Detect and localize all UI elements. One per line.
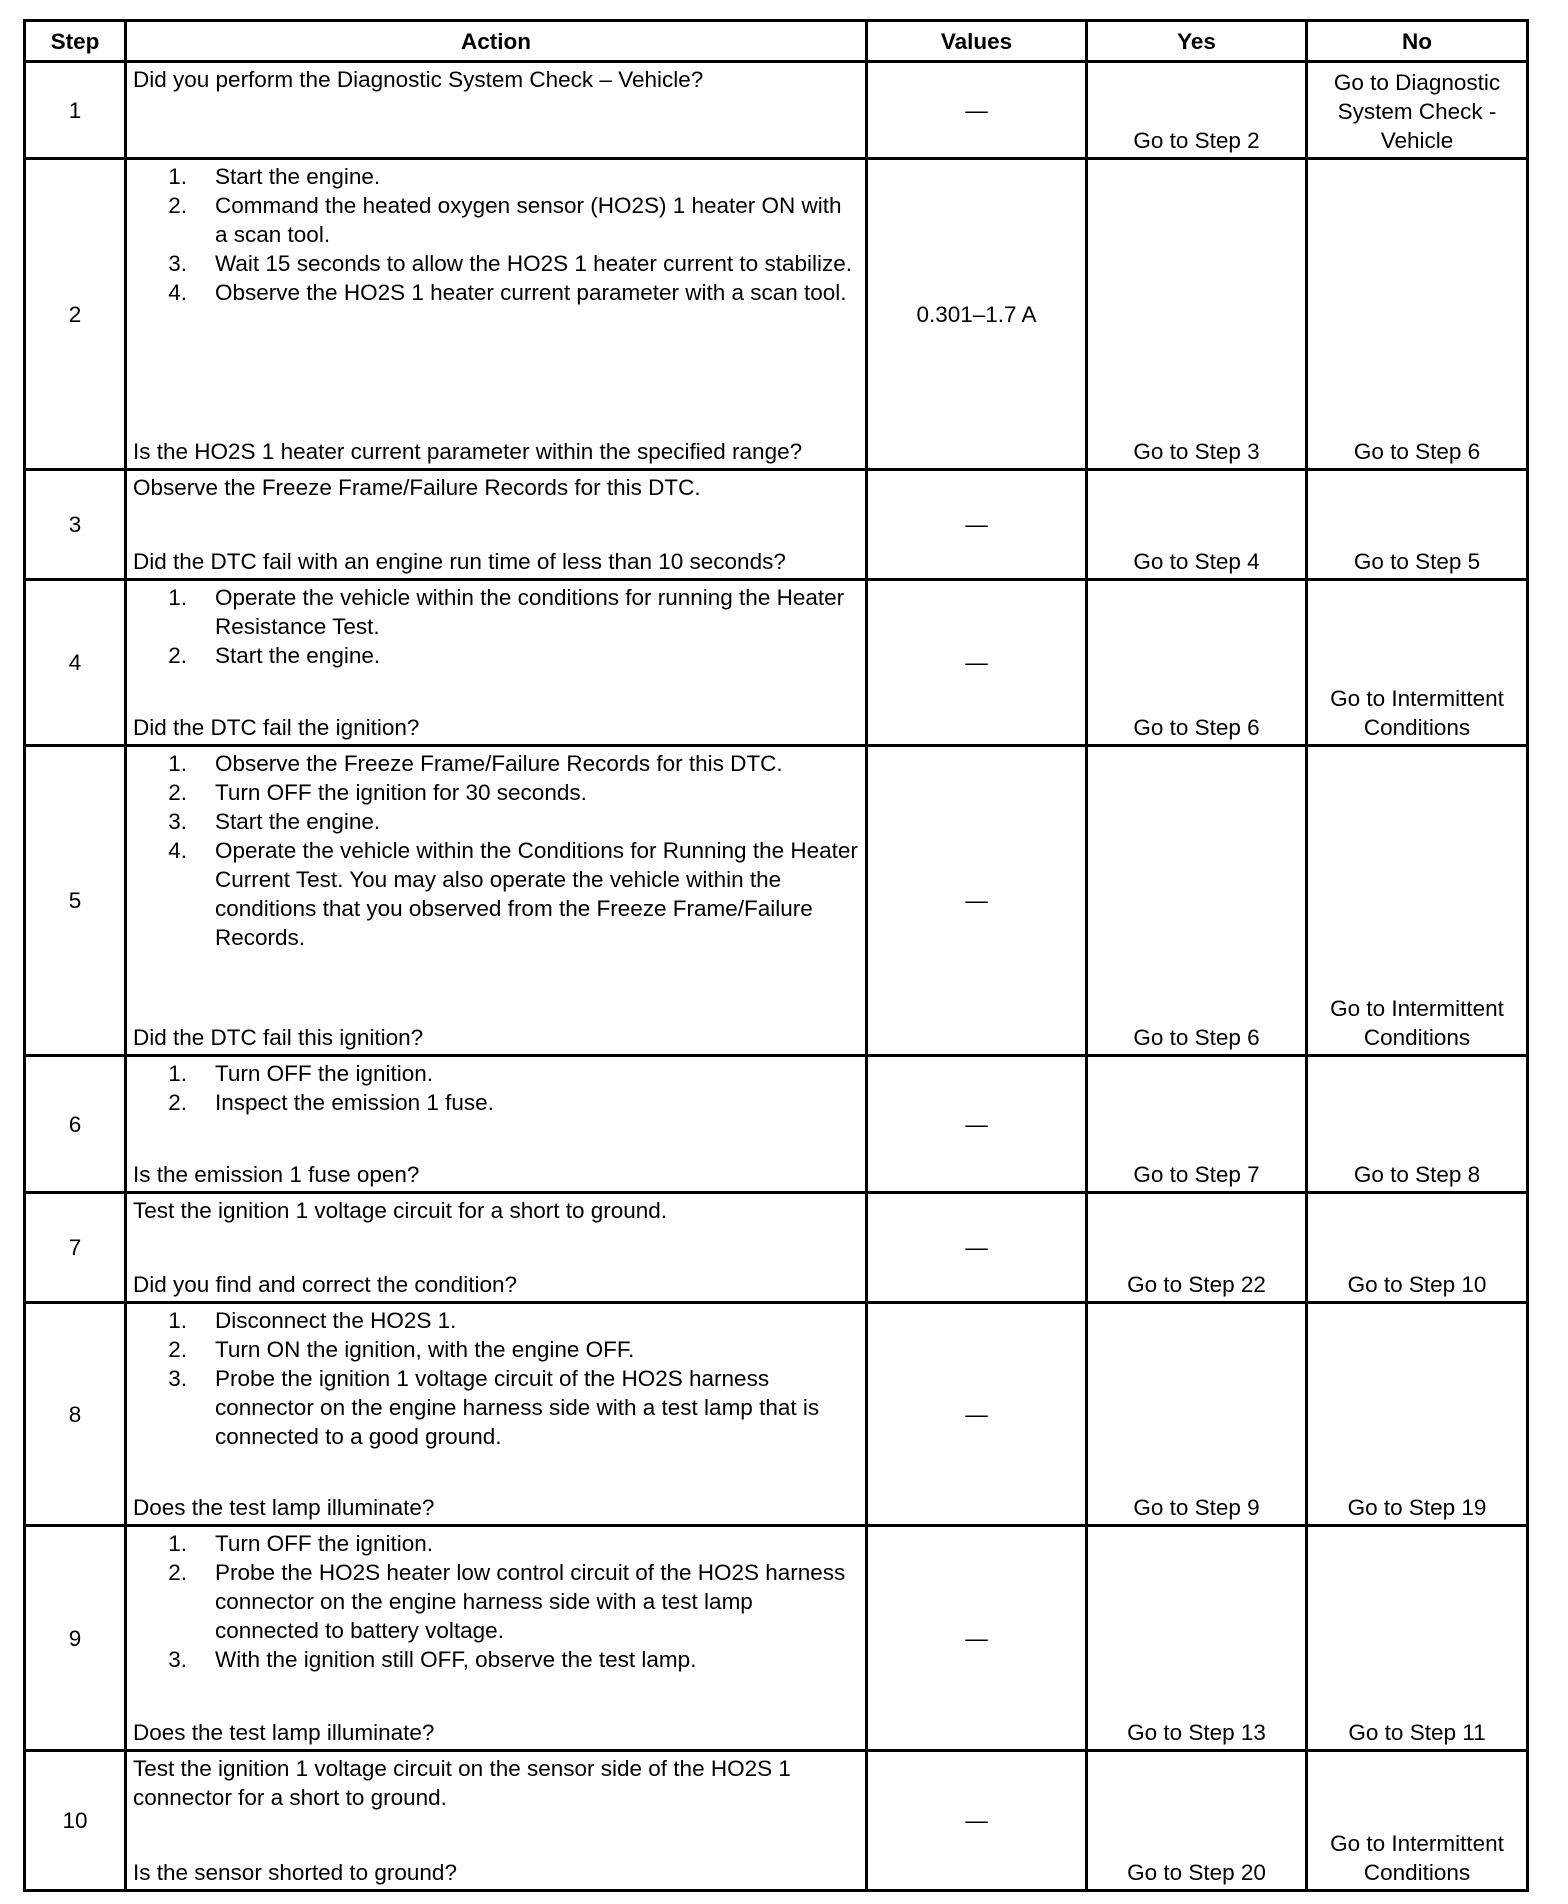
table-row [25, 159, 1528, 470]
table-row [25, 580, 1528, 746]
action-question: Did the DTC fail this ignition? [133, 1025, 424, 1050]
action-step-item: 3. Start the engine. [168, 809, 381, 834]
table-row [25, 1751, 1528, 1891]
step-number: 10 [25, 1751, 126, 1891]
header-values: Values [867, 21, 1087, 62]
yes-cell: Go to Step 3 [1087, 159, 1307, 470]
action-step-item: 2. Turn OFF the ignition for 30 seconds. [168, 780, 587, 805]
no-cell: Go to Step 8 [1307, 1056, 1528, 1193]
table-row [25, 1193, 1528, 1303]
action-question: Did the DTC fail with an engine run time of less than 10 seconds? [133, 549, 786, 574]
header-row [25, 21, 1528, 62]
action-step-item: 1. Operate the vehicle within the conditions for running the Heater Resistance Test. [168, 585, 845, 639]
action-question: Does the test lamp illuminate? [133, 1495, 435, 1520]
yes-cell: Go to Step 2 [1087, 62, 1307, 159]
action-list [133, 749, 859, 952]
action-question: Did you find and correct the condition? [133, 1272, 517, 1297]
table-row [25, 1526, 1528, 1751]
action-step-item: 3. Probe the ignition 1 voltage circuit of the HO2S harness connector on the engine harness side with a test lamp that is connected to a good ground. [168, 1366, 820, 1449]
value-cell: — [867, 1303, 1087, 1526]
yes-cell: Go to Step 6 [1087, 580, 1307, 746]
yes-cell: Go to Step 22 [1087, 1193, 1307, 1303]
header-action: Action [126, 21, 867, 62]
step-number: 3 [25, 470, 126, 580]
no-cell: Go to Intermittent Conditions [1307, 746, 1528, 1056]
action-step-item: 1. Disconnect the HO2S 1. [168, 1308, 457, 1333]
diagnostic-table [23, 19, 1529, 1892]
table-row [25, 470, 1528, 580]
value-cell: — [867, 1056, 1087, 1193]
action-step-item: 3. Wait 15 seconds to allow the HO2S 1 heater current to stabilize. [168, 251, 852, 276]
action-cell [126, 1303, 867, 1526]
action-step-item: 4. Operate the vehicle within the Conditions for Running the Heater Current Test. You may also operate the vehicle within the conditions that you observed from the Freeze Frame/Failure Records. [168, 838, 858, 950]
action-text: Test the ignition 1 voltage circuit on the sensor side of the HO2S 1 connector for a short to ground. [133, 1756, 791, 1810]
action-cell [126, 62, 867, 159]
action-list [133, 1059, 859, 1117]
step-number: 5 [25, 746, 126, 1056]
action-step-item: 1. Turn OFF the ignition. [168, 1061, 434, 1086]
action-question: Does the test lamp illuminate? [133, 1720, 435, 1745]
yes-cell: Go to Step 9 [1087, 1303, 1307, 1526]
table-row [25, 746, 1528, 1056]
header-no: No [1307, 21, 1528, 62]
action-text: Did you perform the Diagnostic System Check – Vehicle? [133, 67, 704, 92]
action-step-item: 2. Probe the HO2S heater low control circuit of the HO2S harness connector on the engine harness side with a test lamp connected to battery voltage. [168, 1560, 846, 1643]
value-cell: — [867, 580, 1087, 746]
action-cell [126, 159, 867, 470]
action-step-item: 4. Observe the HO2S 1 heater current parameter with a scan tool. [168, 280, 847, 305]
action-step-item: 1. Observe the Freeze Frame/Failure Records for this DTC. [168, 751, 783, 776]
step-number: 2 [25, 159, 126, 470]
step-number: 9 [25, 1526, 126, 1751]
table-row [25, 1303, 1528, 1526]
yes-cell: Go to Step 6 [1087, 746, 1307, 1056]
no-cell: Go to Step 19 [1307, 1303, 1528, 1526]
header-yes: Yes [1087, 21, 1307, 62]
step-number: 4 [25, 580, 126, 746]
value-cell: — [867, 1751, 1087, 1891]
value-cell: — [867, 746, 1087, 1056]
no-cell: Go to Diagnostic System Check - Vehicle [1307, 62, 1528, 159]
step-number: 1 [25, 62, 126, 159]
value-cell: — [867, 1526, 1087, 1751]
action-list [133, 583, 859, 670]
yes-cell: Go to Step 13 [1087, 1526, 1307, 1751]
table-row [25, 1056, 1528, 1193]
no-cell: Go to Step 6 [1307, 159, 1528, 470]
action-cell [126, 470, 867, 580]
action-cell [126, 1526, 867, 1751]
action-step-item: 3. With the ignition still OFF, observe the test lamp. [168, 1647, 697, 1672]
action-question: Is the HO2S 1 heater current parameter within the specified range? [133, 439, 803, 464]
action-cell [126, 746, 867, 1056]
action-step-item: 2. Command the heated oxygen sensor (HO2S) 1 heater ON with a scan tool. [168, 193, 842, 247]
no-cell: Go to Step 5 [1307, 470, 1528, 580]
no-cell: Go to Intermittent Conditions [1307, 580, 1528, 746]
action-list [133, 1529, 859, 1674]
action-list [133, 162, 859, 307]
action-step-item: 2. Turn ON the ignition, with the engine OFF. [168, 1337, 635, 1362]
yes-cell: Go to Step 7 [1087, 1056, 1307, 1193]
action-step-item: 1. Start the engine. [168, 164, 381, 189]
action-text: Test the ignition 1 voltage circuit for a short to ground. [133, 1198, 668, 1223]
action-cell [126, 1193, 867, 1303]
yes-cell: Go to Step 20 [1087, 1751, 1307, 1891]
table-row [25, 62, 1528, 159]
step-number: 7 [25, 1193, 126, 1303]
no-cell: Go to Step 10 [1307, 1193, 1528, 1303]
value-cell: — [867, 1193, 1087, 1303]
yes-cell: Go to Step 4 [1087, 470, 1307, 580]
action-step-item: 1. Turn OFF the ignition. [168, 1531, 434, 1556]
action-question: Did the DTC fail the ignition? [133, 715, 420, 740]
step-number: 8 [25, 1303, 126, 1526]
action-cell [126, 1056, 867, 1193]
action-cell [126, 580, 867, 746]
action-step-item: 2. Start the engine. [168, 643, 381, 668]
action-question: Is the sensor shorted to ground? [133, 1860, 457, 1885]
action-text: Observe the Freeze Frame/Failure Records for this DTC. [133, 475, 701, 500]
action-step-item: 2. Inspect the emission 1 fuse. [168, 1090, 494, 1115]
no-cell: Go to Step 11 [1307, 1526, 1528, 1751]
action-cell [126, 1751, 867, 1891]
step-number: 6 [25, 1056, 126, 1193]
value-cell: — [867, 470, 1087, 580]
action-list [133, 1306, 859, 1451]
action-question: Is the emission 1 fuse open? [133, 1162, 420, 1187]
no-cell: Go to Intermittent Conditions [1307, 1751, 1528, 1891]
value-cell: 0.301–1.7 A [867, 159, 1087, 470]
value-cell: — [867, 62, 1087, 159]
header-step: Step [25, 21, 126, 62]
